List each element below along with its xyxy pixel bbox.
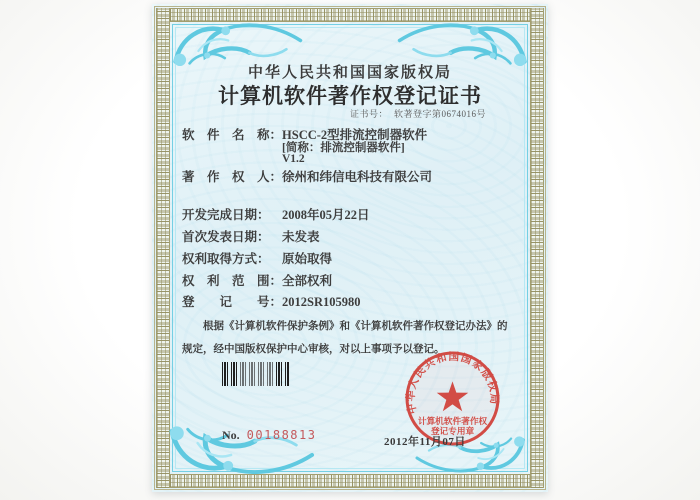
field-row-rights-acquisition — [182, 249, 332, 267]
software-short-name: [简称：排流控制器软件] — [282, 142, 405, 154]
field-value: 2012SR105980 — [282, 295, 361, 309]
certificate-number-line — [350, 107, 486, 120]
certificate-title: 计算机软件著作权登记证书 — [218, 84, 482, 108]
certificate-paper — [152, 4, 548, 492]
statement-line-2: 规定，经中国版权保护中心审核，对以上事项予以登记。 — [182, 344, 445, 355]
field-value: 未发表 — [282, 230, 320, 244]
field-value: 徐州和纬信电科技有限公司 — [282, 170, 433, 184]
greek-key-border-top — [156, 8, 544, 22]
seal-line-2: 登记专用章 — [430, 425, 475, 436]
field-label: 权 利 范 围： — [182, 274, 283, 288]
field-value: 全部权利 — [282, 274, 333, 288]
field-value: HSCC-2型排流控制器软件 — [282, 128, 428, 142]
field-value: 原始取得 — [282, 252, 333, 266]
field-label: 开发完成日期： — [182, 208, 270, 222]
barcode — [222, 362, 290, 386]
field-label: 登 记 号： — [182, 295, 283, 309]
greek-key-border-bottom — [156, 474, 544, 488]
field-row-copyright-owner — [182, 167, 432, 185]
field-label: 首次发表日期： — [182, 230, 270, 244]
seal-line-1: 计算机软件著作权 — [417, 415, 488, 426]
field-row-registration-number — [182, 292, 361, 310]
field-row-dev-complete-date — [182, 205, 370, 223]
field-label: 软 件 名 称： — [182, 128, 283, 142]
serial-number-line — [222, 428, 316, 443]
issue-date: 2012年11月07日 — [384, 436, 466, 448]
field-label: 权利取得方式： — [182, 252, 270, 266]
software-version: V1.2 — [282, 153, 305, 165]
field-value: 2008年05月22日 — [282, 208, 370, 222]
field-row-rights-scope — [182, 271, 332, 289]
certificate-number-label: 证书号： — [349, 109, 388, 119]
field-row-first-publish-date — [182, 227, 320, 245]
field-label: 著 作 权 人： — [182, 170, 283, 184]
issuer-name: 中华人民共和国国家版权局 — [247, 65, 452, 81]
serial-prefix: No. — [222, 428, 240, 442]
statement-line-1: 根据《计算机软件保护条例》和《计算机软件著作权登记办法》的 — [203, 321, 508, 332]
serial-number: 00188813 — [246, 428, 317, 442]
seal-ring-text: 中华人民共和国国家版权局 — [405, 351, 500, 415]
certificate-number-value: 软著登字第0674016号 — [393, 109, 486, 119]
